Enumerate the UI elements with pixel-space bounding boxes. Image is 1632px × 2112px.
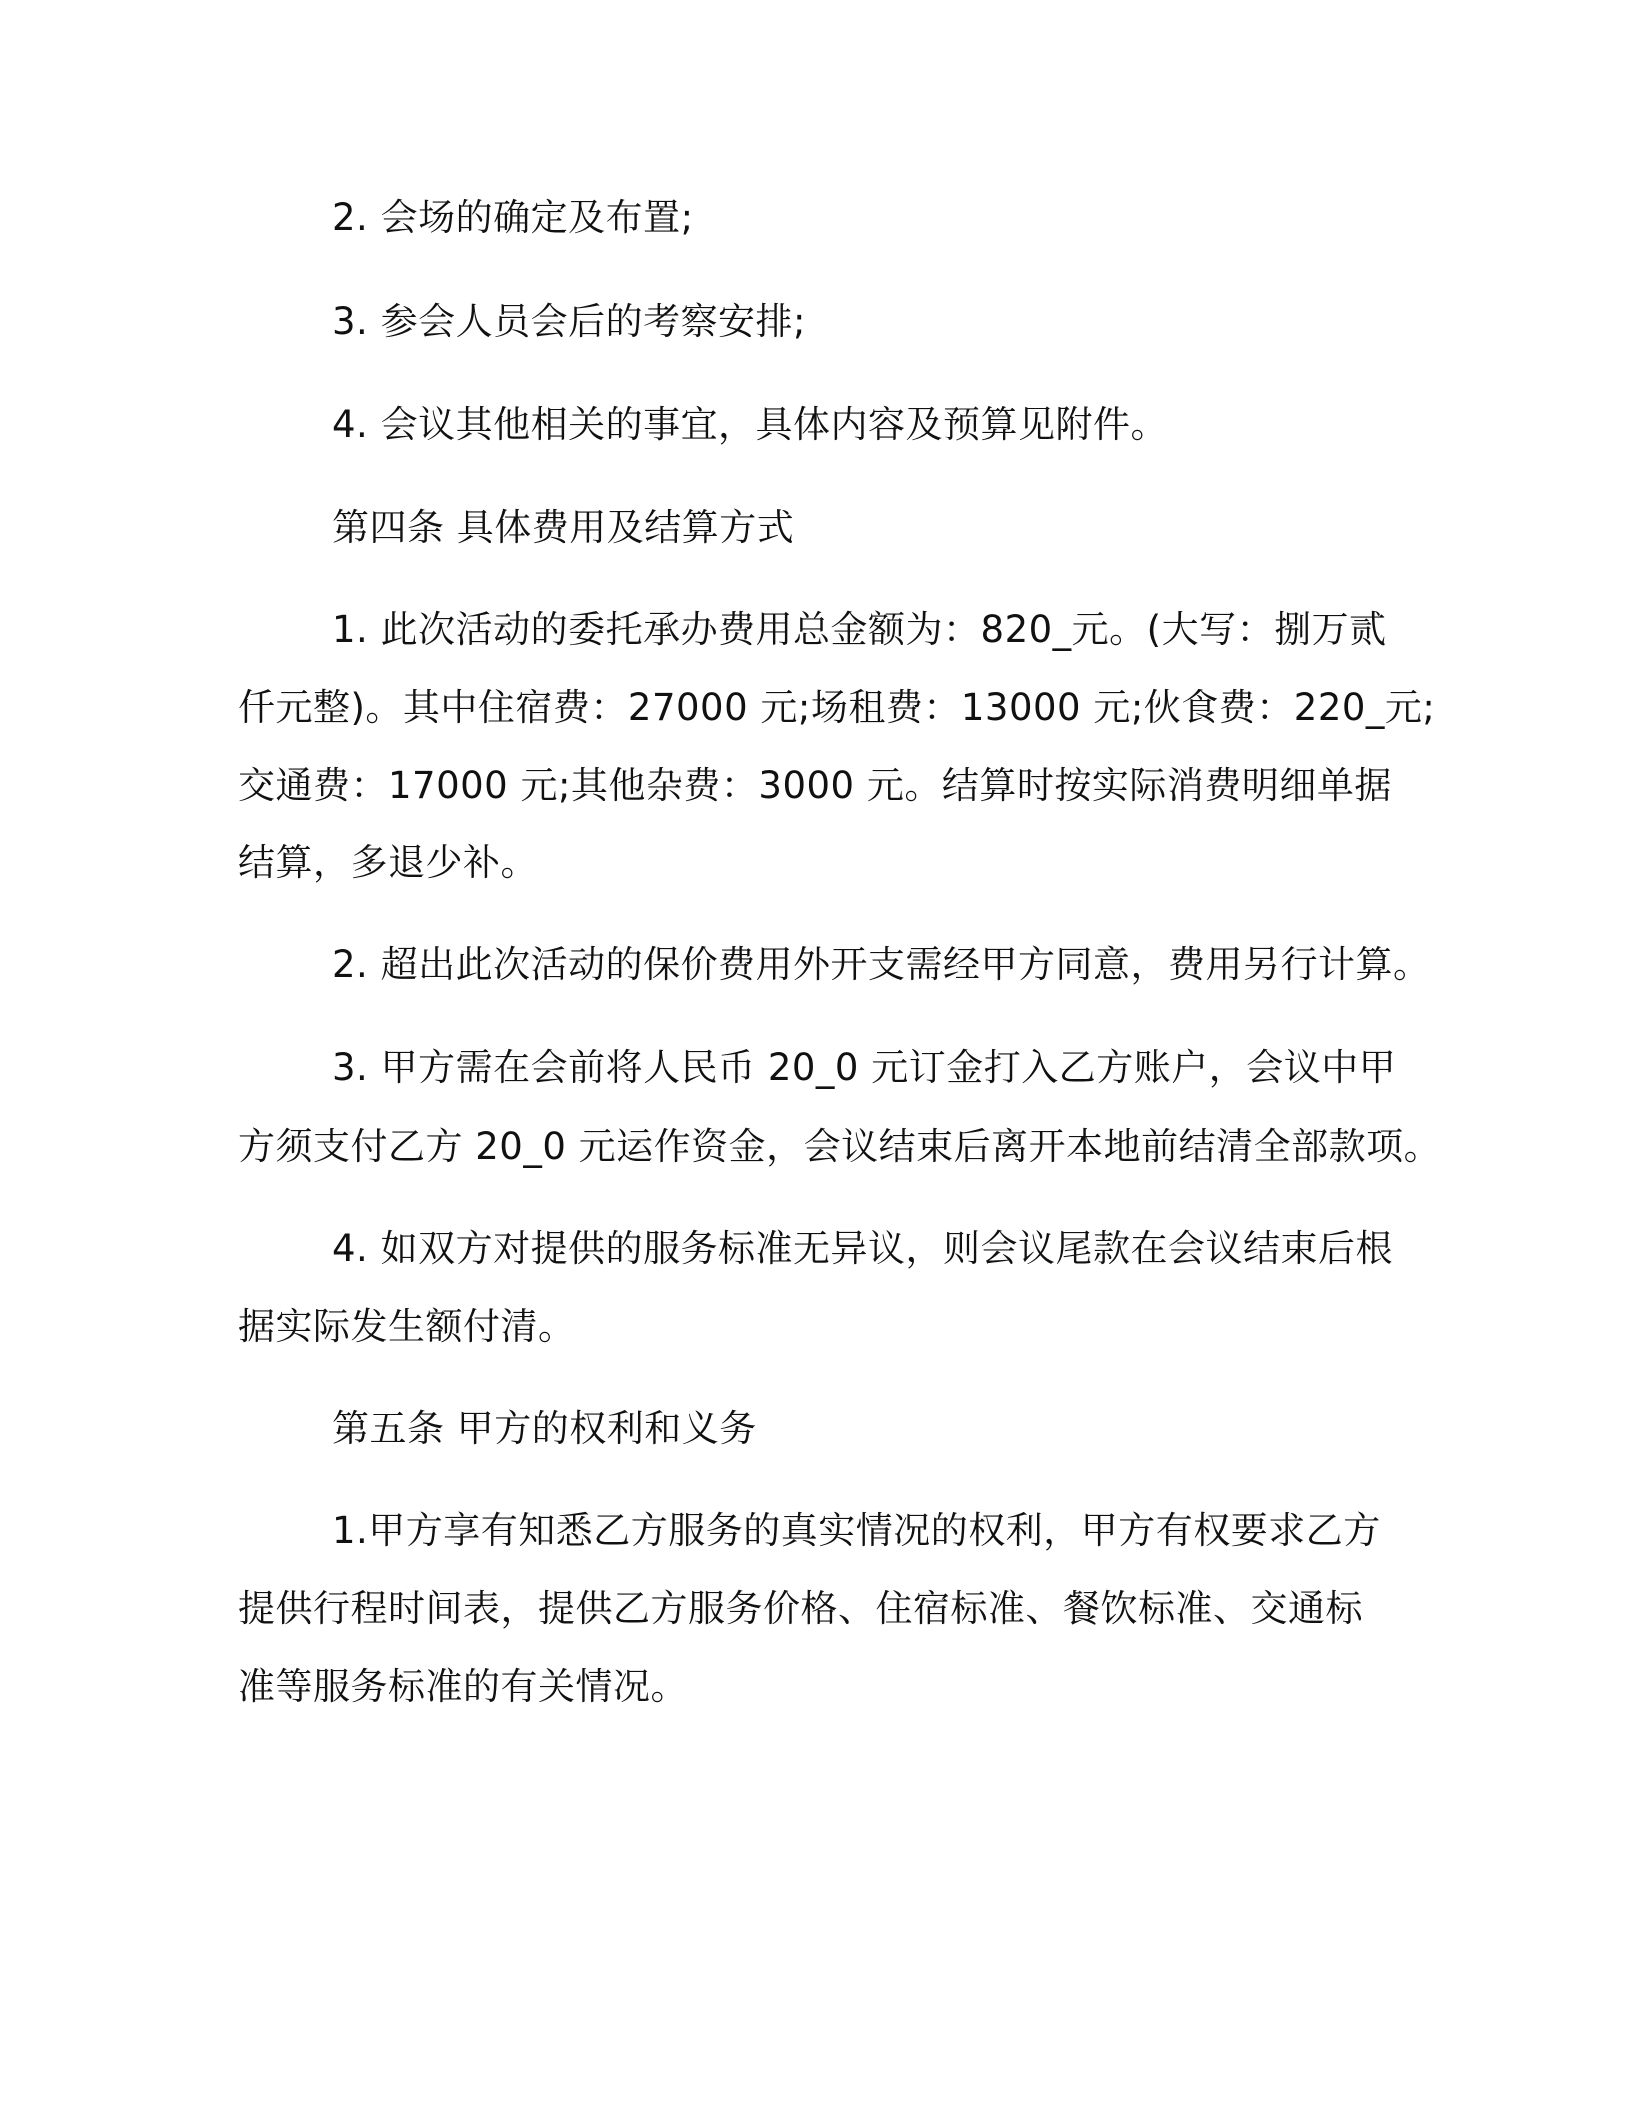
paragraph-total-fee-line-2: 仟元整)。其中住宿费：27000 元;场租费：13000 元;伙食费：220_元; xyxy=(238,686,1436,729)
paragraph-final-payment-line-1: 4. 如双方对提供的服务标准无异议，则会议尾款在会议结束后根 xyxy=(332,1227,1394,1270)
paragraph-total-fee-line-1: 1. 此次活动的委托承办费用总金额为：820_元。(大写：捌万贰 xyxy=(332,608,1387,651)
paragraph-deposit-line-1: 3. 甲方需在会前将人民币 20_0 元订金打入乙方账户，会议中甲 xyxy=(332,1046,1397,1089)
paragraph-final-payment-line-2: 据实际发生额付清。 xyxy=(238,1305,576,1348)
paragraph-party-a-rights-line-2: 提供行程时间表，提供乙方服务价格、住宿标准、餐饮标准、交通标 xyxy=(238,1587,1363,1630)
paragraph-party-a-rights-line-3: 准等服务标准的有关情况。 xyxy=(238,1665,688,1708)
item-other-matters: 4. 会议其他相关的事宜，具体内容及预算见附件。 xyxy=(332,403,1169,446)
paragraph-extra-costs: 2. 超出此次活动的保价费用外开支需经甲方同意，费用另行计算。 xyxy=(332,943,1431,986)
item-post-meeting-tour: 3. 参会人员会后的考察安排; xyxy=(332,300,807,343)
section-heading-article-4: 第四条 具体费用及结算方式 xyxy=(332,506,795,549)
item-venue-setup: 2. 会场的确定及布置; xyxy=(332,196,694,239)
paragraph-total-fee-line-4: 结算，多退少补。 xyxy=(238,841,538,884)
paragraph-total-fee-line-3: 交通费：17000 元;其他杂费：3000 元。结算时按实际消费明细单据 xyxy=(238,764,1392,807)
paragraph-party-a-rights-line-1: 1.甲方享有知悉乙方服务的真实情况的权利，甲方有权要求乙方 xyxy=(332,1509,1381,1552)
section-heading-article-5: 第五条 甲方的权利和义务 xyxy=(332,1407,757,1450)
paragraph-deposit-line-2: 方须支付乙方 20_0 元运作资金，会议结束后离开本地前结清全部款项。 xyxy=(238,1125,1442,1168)
